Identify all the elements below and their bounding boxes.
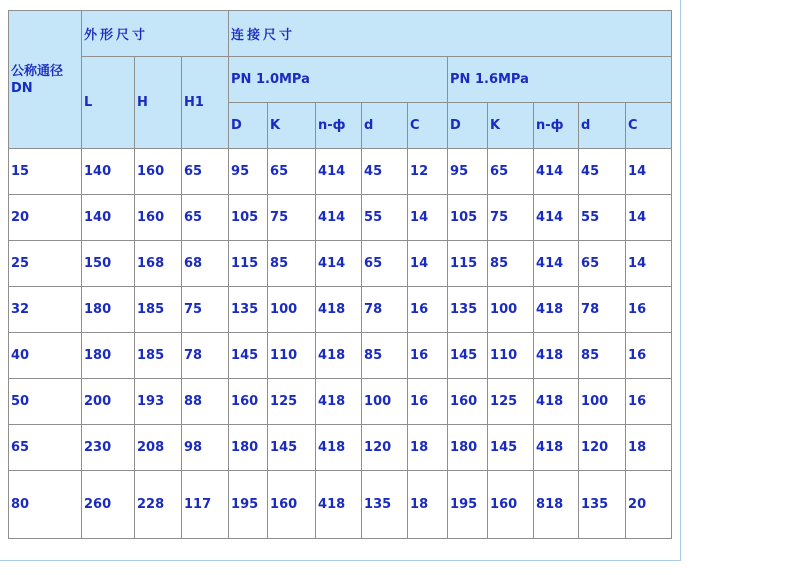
cell-pn16-C: 16 xyxy=(626,287,672,333)
cell-pn10-d: 120 xyxy=(362,425,408,471)
cell-H1: 65 xyxy=(182,149,229,195)
cell-H1: 75 xyxy=(182,287,229,333)
cell-pn16-n-phi: 818 xyxy=(534,471,579,539)
table-row xyxy=(9,241,672,287)
cell-pn16-D: 95 xyxy=(448,149,488,195)
cell-pn16-C: 14 xyxy=(626,241,672,287)
cell-pn10-n-phi: 414 xyxy=(316,241,362,287)
cell-pn16-n-phi: 418 xyxy=(534,425,579,471)
cell-pn10-d: 45 xyxy=(362,149,408,195)
cell-dn: 32 xyxy=(9,287,82,333)
cell-pn10-n-phi: 418 xyxy=(316,287,362,333)
cell-pn16-D: 135 xyxy=(448,287,488,333)
cell-pn16-K: 85 xyxy=(488,241,534,287)
table-row xyxy=(9,425,672,471)
cell-pn10-n-phi: 418 xyxy=(316,379,362,425)
cell-L: 180 xyxy=(82,287,135,333)
cell-pn16-K: 160 xyxy=(488,471,534,539)
cell-pn16-K: 75 xyxy=(488,195,534,241)
pn16-col-d: d xyxy=(579,103,626,149)
cell-pn16-D: 105 xyxy=(448,195,488,241)
cell-L: 260 xyxy=(82,471,135,539)
cell-L: 140 xyxy=(82,195,135,241)
cell-pn10-D: 160 xyxy=(229,379,268,425)
cell-pn10-K: 85 xyxy=(268,241,316,287)
cell-pn10-K: 160 xyxy=(268,471,316,539)
cell-pn10-D: 105 xyxy=(229,195,268,241)
header-row-groups xyxy=(9,11,672,57)
pn10-col-C: C xyxy=(408,103,448,149)
cell-pn16-D: 160 xyxy=(448,379,488,425)
cell-pn16-n-phi: 418 xyxy=(534,287,579,333)
cell-pn10-K: 125 xyxy=(268,379,316,425)
cell-pn10-d: 100 xyxy=(362,379,408,425)
cell-pn10-D: 95 xyxy=(229,149,268,195)
cell-pn10-d: 78 xyxy=(362,287,408,333)
cell-pn10-n-phi: 418 xyxy=(316,425,362,471)
cell-dn: 65 xyxy=(9,425,82,471)
cell-H: 208 xyxy=(135,425,182,471)
dn-header-unit: DN xyxy=(11,80,33,96)
dn-header xyxy=(9,11,82,149)
cell-pn10-C: 14 xyxy=(408,241,448,287)
table-row xyxy=(9,195,672,241)
cell-L: 140 xyxy=(82,149,135,195)
cell-pn10-d: 135 xyxy=(362,471,408,539)
cell-L: 180 xyxy=(82,333,135,379)
cell-pn16-d: 100 xyxy=(579,379,626,425)
cell-pn16-d: 85 xyxy=(579,333,626,379)
cell-pn16-K: 145 xyxy=(488,425,534,471)
cell-L: 150 xyxy=(82,241,135,287)
table-row xyxy=(9,379,672,425)
cell-pn10-n-phi: 418 xyxy=(316,471,362,539)
cell-H: 185 xyxy=(135,287,182,333)
cell-dn: 20 xyxy=(9,195,82,241)
cell-pn16-C: 16 xyxy=(626,379,672,425)
cell-pn16-C: 18 xyxy=(626,425,672,471)
pn10-col-D: D xyxy=(229,103,268,149)
cell-pn10-n-phi: 414 xyxy=(316,149,362,195)
cell-pn10-K: 145 xyxy=(268,425,316,471)
cell-pn10-D: 180 xyxy=(229,425,268,471)
pn10-header: PN 1.0MPa xyxy=(229,57,448,103)
cell-L: 200 xyxy=(82,379,135,425)
cell-H1: 78 xyxy=(182,333,229,379)
cell-pn10-K: 110 xyxy=(268,333,316,379)
cell-pn16-n-phi: 418 xyxy=(534,379,579,425)
table-row xyxy=(9,287,672,333)
cell-H: 160 xyxy=(135,195,182,241)
cell-L: 230 xyxy=(82,425,135,471)
cell-pn10-C: 16 xyxy=(408,287,448,333)
cell-H1: 68 xyxy=(182,241,229,287)
cell-pn10-C: 16 xyxy=(408,379,448,425)
cell-pn16-d: 45 xyxy=(579,149,626,195)
cell-pn16-d: 135 xyxy=(579,471,626,539)
pn16-col-D: D xyxy=(448,103,488,149)
cell-pn16-n-phi: 414 xyxy=(534,149,579,195)
cell-pn10-K: 75 xyxy=(268,195,316,241)
cell-pn16-C: 20 xyxy=(626,471,672,539)
cell-pn10-d: 65 xyxy=(362,241,408,287)
col-header-H: H xyxy=(135,57,182,149)
cell-pn10-d: 55 xyxy=(362,195,408,241)
outline-dimensions-header: 外形尺寸 xyxy=(82,11,229,57)
pn10-col-n-phi: n-ф xyxy=(316,103,362,149)
cell-pn10-n-phi: 414 xyxy=(316,195,362,241)
cell-pn16-D: 145 xyxy=(448,333,488,379)
pn16-col-K: K xyxy=(488,103,534,149)
cell-dn: 50 xyxy=(9,379,82,425)
pn16-header: PN 1.6MPa xyxy=(448,57,672,103)
cell-pn10-d: 85 xyxy=(362,333,408,379)
cell-dn: 40 xyxy=(9,333,82,379)
cell-pn10-C: 18 xyxy=(408,471,448,539)
cell-pn16-C: 16 xyxy=(626,333,672,379)
cell-dn: 15 xyxy=(9,149,82,195)
table-row xyxy=(9,149,672,195)
valve-dimension-table xyxy=(8,10,672,539)
cell-H: 160 xyxy=(135,149,182,195)
cell-dn: 80 xyxy=(9,471,82,539)
table-body xyxy=(9,149,672,539)
cell-pn10-C: 16 xyxy=(408,333,448,379)
table-row xyxy=(9,333,672,379)
cell-pn10-K: 65 xyxy=(268,149,316,195)
dn-header-label: 公称通径 xyxy=(11,63,64,79)
cell-H1: 98 xyxy=(182,425,229,471)
cell-H: 193 xyxy=(135,379,182,425)
cell-pn16-K: 100 xyxy=(488,287,534,333)
cell-pn10-D: 115 xyxy=(229,241,268,287)
cell-H1: 117 xyxy=(182,471,229,539)
frame-bottom-border xyxy=(0,560,681,561)
col-header-H1: H1 xyxy=(182,57,229,149)
pn10-col-d: d xyxy=(362,103,408,149)
cell-pn16-C: 14 xyxy=(626,149,672,195)
cell-pn10-K: 100 xyxy=(268,287,316,333)
cell-pn16-d: 55 xyxy=(579,195,626,241)
col-header-L: L xyxy=(82,57,135,149)
cell-pn16-K: 65 xyxy=(488,149,534,195)
cell-pn10-n-phi: 418 xyxy=(316,333,362,379)
cell-pn16-d: 120 xyxy=(579,425,626,471)
cell-pn10-D: 145 xyxy=(229,333,268,379)
header-row-pressure xyxy=(9,57,672,103)
cell-H1: 65 xyxy=(182,195,229,241)
pn16-col-n-phi: n-ф xyxy=(534,103,579,149)
cell-pn10-C: 18 xyxy=(408,425,448,471)
cell-pn16-K: 125 xyxy=(488,379,534,425)
cell-pn10-C: 12 xyxy=(408,149,448,195)
cell-pn10-D: 135 xyxy=(229,287,268,333)
cell-pn16-n-phi: 414 xyxy=(534,195,579,241)
cell-pn10-C: 14 xyxy=(408,195,448,241)
cell-pn16-n-phi: 414 xyxy=(534,241,579,287)
frame-right-border xyxy=(680,0,681,561)
cell-pn16-d: 78 xyxy=(579,287,626,333)
cell-H: 228 xyxy=(135,471,182,539)
cell-pn16-D: 115 xyxy=(448,241,488,287)
cell-H: 185 xyxy=(135,333,182,379)
table-row xyxy=(9,471,672,539)
cell-pn16-K: 110 xyxy=(488,333,534,379)
cell-H1: 88 xyxy=(182,379,229,425)
cell-pn16-D: 180 xyxy=(448,425,488,471)
pn16-col-C: C xyxy=(626,103,672,149)
cell-dn: 25 xyxy=(9,241,82,287)
connection-dimensions-header: 连接尺寸 xyxy=(229,11,672,57)
cell-pn10-D: 195 xyxy=(229,471,268,539)
pn10-col-K: K xyxy=(268,103,316,149)
cell-pn16-C: 14 xyxy=(626,195,672,241)
table-header xyxy=(9,11,672,149)
cell-pn16-n-phi: 418 xyxy=(534,333,579,379)
cell-pn16-d: 65 xyxy=(579,241,626,287)
cell-H: 168 xyxy=(135,241,182,287)
cell-pn16-D: 195 xyxy=(448,471,488,539)
